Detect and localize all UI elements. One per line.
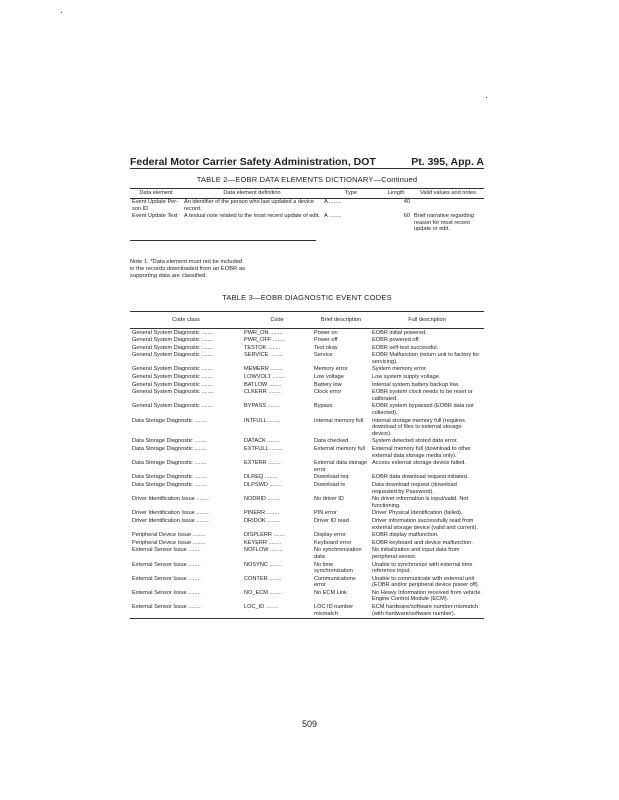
- type-cell: A .....: [322, 213, 380, 234]
- code-cell: BATLOW .....: [242, 381, 312, 389]
- table3-row: [130, 352, 484, 366]
- code-cell: MEMERR .....: [242, 366, 312, 374]
- table3-col-header: Full description: [370, 312, 484, 329]
- definition-cell: An identifier of the person who last updated a device record.: [184, 199, 314, 212]
- table3-row: [130, 510, 484, 518]
- code-class-cell: General System Diagnostic .....: [130, 366, 242, 374]
- table3-row: [130, 389, 484, 403]
- code-class-cell: Data Storage Diagnostic .....: [130, 481, 242, 495]
- table3-row: [130, 438, 484, 446]
- brief-description-cell: External data storage error: [314, 460, 368, 473]
- code-class-cell: General System Diagnostic .....: [130, 381, 242, 389]
- brief-description-cell: Keyboard error: [314, 539, 352, 546]
- data-element-cell: Event Update Per-son ID: [132, 199, 179, 212]
- table3-row: [130, 417, 484, 438]
- data-element-cell: Event Update Text: [132, 213, 178, 220]
- code-cell: DRIDOK .....: [242, 517, 312, 531]
- full-description-cell: EOBR system bypassed (EOBR data not collected).: [372, 403, 474, 417]
- full-description-cell: EOBR system clock needs to be reset or calibrated.: [372, 389, 473, 402]
- table3-row: [130, 604, 484, 619]
- code-class-cell: General System Diagnostic .....: [130, 337, 242, 345]
- brief-description-cell: Test okay: [314, 344, 338, 351]
- table-note: [130, 259, 350, 280]
- full-description-cell: No Heavy Information received from vehicle Engine Control Module (ECM).: [372, 589, 481, 603]
- definition-cell: A textual note related to the most recent update of edit.: [184, 213, 320, 220]
- full-description-cell: EOBR self-test successful.: [372, 344, 439, 351]
- code-class-cell: Data Storage Diagnostic .....: [130, 417, 242, 438]
- length-cell: 40: [403, 199, 410, 206]
- table3-row: [130, 344, 484, 352]
- code-cell: EXTFULL .....: [242, 446, 312, 460]
- full-description-cell: EOBR powered off.: [372, 337, 421, 344]
- full-description-cell: System detected stored data error.: [372, 438, 458, 445]
- brief-description-cell: Clock error: [314, 389, 342, 396]
- code-cell: PWR_ON .....: [242, 329, 312, 337]
- table3-row: [130, 337, 484, 345]
- table3-title: TABLE 3—EOBR DIAGNOSTIC EVENT CODES: [222, 293, 392, 302]
- brief-description-cell: No ECM Link: [314, 589, 347, 596]
- full-description-cell: No initialization and input data from peripheral sensor.: [372, 547, 460, 560]
- brief-description-cell: Battery low: [314, 381, 342, 388]
- running-header-title: Federal Motor Carrier Safety Administration, DOT: [130, 156, 376, 168]
- code-class-cell: External Sensor Issue .....: [130, 575, 242, 589]
- brief-description-cell: LOC ID number mismatch: [312, 604, 370, 619]
- brief-description-cell: Bypass: [314, 403, 333, 410]
- table2-col-header: Data element: [130, 189, 182, 199]
- table3-row: [130, 374, 484, 382]
- table2-row: [130, 198, 484, 213]
- table3: [130, 311, 484, 619]
- code-class-cell: Data Storage Diagnostic .....: [130, 460, 242, 474]
- full-description-cell: Access external storage device failed.: [372, 460, 466, 467]
- table3-row: [130, 517, 484, 531]
- code-class-cell: External Sensor Issue .....: [130, 561, 242, 575]
- code-cell: PWR_OFF .....: [242, 337, 312, 345]
- brief-description-cell: Power off: [314, 337, 338, 344]
- brief-description-cell: No driver ID: [314, 496, 344, 503]
- full-description-cell: ECM hardware/software number mismatch (with hardware/software number).: [370, 604, 484, 619]
- full-description-cell: System memory error.: [372, 366, 428, 373]
- code-cell: LOWVOLT .....: [242, 374, 312, 382]
- table2: [130, 188, 484, 234]
- table3-row: [130, 381, 484, 389]
- code-cell: NOSYNC .....: [242, 561, 312, 575]
- code-class-cell: Peripheral Device Issue .....: [130, 539, 242, 547]
- code-class-cell: General System Diagnostic .....: [130, 403, 242, 417]
- code-cell: NO_ECM .....: [242, 589, 312, 603]
- table2-col-header: Data element definition: [182, 189, 322, 199]
- brief-description-cell: Memory error: [314, 366, 348, 373]
- brief-description-cell: External memory full: [314, 446, 365, 452]
- brief-description-cell: Service: [314, 352, 333, 359]
- full-description-cell: Driver Physical Identification (failed).: [372, 510, 463, 517]
- code-class-cell: General System Diagnostic .....: [130, 344, 242, 352]
- full-description-cell: Unable to communicate with external unit (EOBR and/or peripheral device power off).: [372, 575, 480, 589]
- code-class-cell: General System Diagnostic .....: [130, 352, 242, 366]
- code-class-cell: General System Diagnostic .....: [130, 389, 242, 403]
- full-description-cell: Data download request (download requested by Password).: [372, 481, 457, 495]
- table2-col-header: Length: [380, 189, 412, 199]
- code-class-cell: Peripheral Device Issue .....: [130, 532, 242, 540]
- code-cell: DATACK .....: [242, 438, 312, 446]
- length-cell: 60: [403, 213, 410, 220]
- full-description-cell: EOBR display malfunction.: [372, 532, 439, 539]
- code-cell: CONTER .....: [242, 575, 312, 589]
- note-line: in the records downloaded from an EOBR as: [130, 266, 246, 272]
- notes-cell: Brief narrative regarding reason for most recent update or edit.: [414, 213, 475, 233]
- code-class-cell: Data Storage Diagnostic .....: [130, 474, 242, 482]
- table3-row: [130, 460, 484, 474]
- table3-row: [130, 366, 484, 374]
- header-rule: [130, 168, 484, 169]
- table3-col-header: Brief description: [312, 312, 370, 329]
- table3-row: [130, 532, 484, 540]
- full-description-cell: Driver information successfully read from external storage device (valid and current).: [372, 517, 479, 531]
- full-description-cell: EOBR keyboard and device malfunction.: [372, 539, 473, 546]
- table2-col-header: Type: [322, 189, 380, 199]
- table3-row: [130, 539, 484, 547]
- code-class-cell: External Sensor Issue .....: [130, 604, 242, 619]
- brief-description-cell: Download req: [314, 474, 349, 481]
- table3-row: [130, 561, 484, 575]
- table3-row: [130, 329, 484, 337]
- brief-description-cell: Communications error: [314, 575, 356, 589]
- full-description-cell: EOBR Malfunction (return unit to factory for servicing).: [372, 352, 480, 365]
- code-cell: PINERR .....: [242, 510, 312, 518]
- code-class-cell: General System Diagnostic .....: [130, 329, 242, 337]
- note-line: supporting data are classified.: [130, 273, 208, 279]
- brief-description-cell: No time synchronization: [314, 561, 353, 575]
- code-cell: LOC_ID .....: [242, 604, 312, 619]
- table3-row: [130, 547, 484, 561]
- table3-row: [130, 446, 484, 460]
- notes-cell: [412, 198, 484, 213]
- full-description-cell: EOBR data download request initiated.: [372, 474, 469, 481]
- code-cell: DLREQ .....: [242, 474, 312, 482]
- table3-col-header: Code: [242, 312, 312, 329]
- full-description-cell: Low system supply voltage.: [372, 374, 441, 381]
- table3-row: [130, 589, 484, 603]
- brief-description-cell: PIN error: [314, 510, 337, 517]
- table3-header-row: [130, 312, 484, 329]
- type-cell: A .....: [322, 198, 380, 213]
- table2-row: [130, 213, 484, 234]
- brief-description-cell: Internal memory full: [314, 417, 364, 424]
- code-cell: DLPSWD .....: [242, 481, 312, 495]
- brief-description-cell: Display error: [314, 532, 346, 539]
- full-description-cell: Unable to synchronize with external time reference input.: [372, 561, 473, 575]
- code-cell: NODRID .....: [242, 496, 312, 510]
- table2-bottom-rule: [130, 240, 316, 241]
- code-cell: KEYERR .....: [242, 539, 312, 547]
- code-class-cell: Data Storage Diagnostic .....: [130, 446, 242, 460]
- table3-row: [130, 496, 484, 510]
- scan-speck: [486, 97, 487, 98]
- table3-row: [130, 403, 484, 417]
- code-class-cell: Driver Identification Issue .....: [130, 496, 242, 510]
- brief-description-cell: Power on: [314, 329, 338, 336]
- brief-description-cell: Download re: [314, 481, 346, 488]
- full-description-cell: External memory full (download to other external data storage media only).: [372, 446, 471, 459]
- table3-col-header: Code class: [130, 312, 242, 329]
- code-class-cell: Data Storage Diagnostic .....: [130, 438, 242, 446]
- code-class-cell: External Sensor Issue .....: [130, 547, 242, 561]
- full-description-cell: Internal storage memory full (requires download of files to external storage device).: [372, 417, 465, 437]
- code-class-cell: Driver Identification Issue .....: [130, 510, 242, 518]
- table2-header-row: [130, 189, 484, 199]
- code-class-cell: Driver Identification Issue .....: [130, 517, 242, 531]
- scan-speck: [61, 12, 62, 13]
- brief-description-cell: Data checked: [314, 438, 349, 445]
- code-cell: EXTERR .....: [242, 460, 312, 474]
- table3-row: [130, 575, 484, 589]
- table3-row: [130, 474, 484, 482]
- running-header-part: Pt. 395, App. A: [411, 156, 484, 168]
- brief-description-cell: Low voltage: [314, 374, 344, 381]
- code-cell: NOFLOW .....: [242, 547, 312, 561]
- code-cell: TESTOK .....: [242, 344, 312, 352]
- code-class-cell: External Sensor Issue .....: [130, 589, 242, 603]
- table2-title: TABLE 2—EOBR DATA ELEMENTS DICTIONARY—Continued: [196, 175, 418, 184]
- page-number: 509: [301, 719, 318, 729]
- code-cell: CLKERR .....: [242, 389, 312, 403]
- code-cell: DISPLERR .....: [242, 532, 312, 540]
- table3-row: [130, 481, 484, 495]
- full-description-cell: No driver information is input/valid. Not functioning.: [372, 496, 469, 509]
- code-class-cell: General System Diagnostic .....: [130, 374, 242, 382]
- brief-description-cell: No synchronization data: [314, 547, 362, 560]
- table2-col-header: Valid values and notes: [412, 189, 484, 199]
- full-description-cell: EOBR initial powered.: [372, 329, 427, 336]
- code-cell: INTFULL .....: [242, 417, 312, 438]
- code-cell: SERVICE .....: [242, 352, 312, 366]
- brief-description-cell: Driver ID read: [314, 517, 349, 524]
- note-line: Note 1: *Data element must not be included: [130, 259, 243, 265]
- code-cell: BYPASS .....: [242, 403, 312, 417]
- full-description-cell: Internal system battery backup low.: [372, 381, 460, 388]
